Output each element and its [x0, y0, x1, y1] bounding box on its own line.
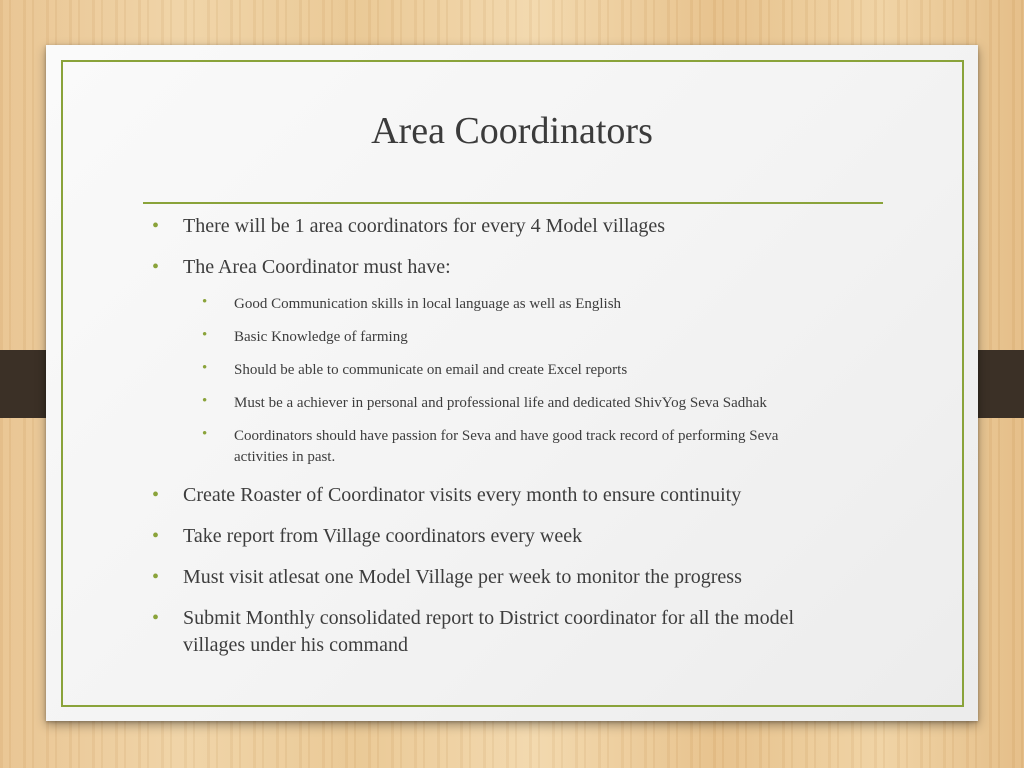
bullet-text: Take report from Village coordinators every week	[183, 525, 583, 547]
sub-bullet-text: Coordinators should have passion for Seva and have good track record of performing Seva	[234, 428, 779, 444]
bullet-text: There will be 1 area coordinators for every 4 Model villages	[183, 215, 666, 237]
sub-bullet-text: Should be able to communicate on email and create Excel reports	[234, 362, 628, 378]
bullet-icon: •	[202, 294, 208, 310]
bullet-text: The Area Coordinator must have:	[183, 256, 451, 278]
sub-bullet-text: Must be a achiever in personal and professional life and dedicated ShivYog Seva Sadhak	[234, 395, 767, 411]
sub-bullet-text-continued: activities in past.	[234, 449, 336, 465]
bullet-icon: •	[202, 393, 208, 409]
bullet-text: Create Roaster of Coordinator visits every month to ensure continuity	[183, 484, 742, 506]
bullet-text-continued: villages under his command	[183, 634, 408, 656]
sub-bullet-text: Basic Knowledge of farming	[234, 329, 408, 345]
bullet-icon: •	[152, 215, 160, 237]
bullet-icon: •	[202, 426, 208, 442]
bullet-text: Submit Monthly consolidated report to District coordinator for all the model	[183, 607, 794, 629]
slide	[46, 45, 978, 721]
bullet-icon: •	[202, 327, 208, 343]
bullet-text: Must visit atlesat one Model Village per week to monitor the progress	[183, 566, 742, 588]
bullet-icon: •	[152, 525, 160, 547]
sub-bullet-text: Good Communication skills in local language as well as English	[234, 296, 622, 312]
bullet-list	[46, 45, 978, 721]
bullet-icon: •	[152, 566, 160, 588]
bullet-icon: •	[152, 484, 160, 506]
bullet-icon: •	[152, 607, 160, 629]
bullet-icon: •	[152, 256, 160, 278]
bullet-icon: •	[202, 360, 208, 376]
slide-title: Area Coordinators	[371, 110, 653, 152]
